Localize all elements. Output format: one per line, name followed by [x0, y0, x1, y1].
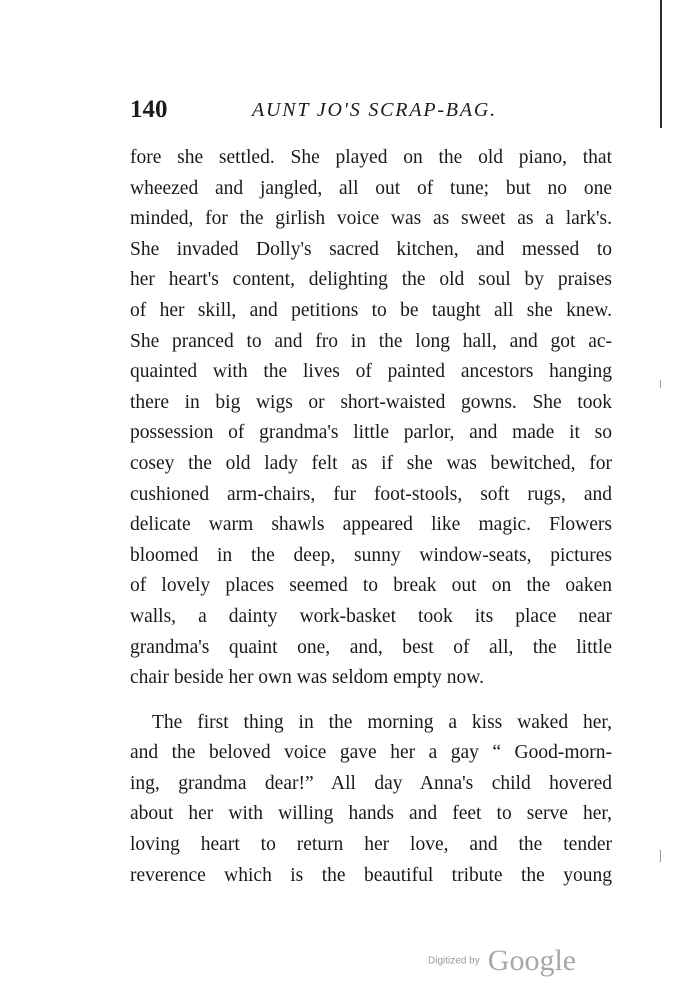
text-line: chair beside her own was seldom empty now. — [130, 667, 484, 689]
text-line: bloomed in the deep, sunny window-seats, pictures — [130, 544, 612, 566]
text-line: and the beloved voice gave her a gay “ Good-morn- — [130, 742, 612, 764]
page-number: 140 — [130, 96, 168, 123]
text-line: grandma's quaint one, and, best of all, the little — [130, 636, 612, 658]
text-line: cushioned arm-chairs, fur foot-stools, soft rugs, and — [130, 483, 612, 505]
text-line: wheezed and jangled, all out of tune; but no one — [130, 177, 612, 199]
digitized-watermark — [428, 944, 576, 984]
body-text — [130, 143, 612, 891]
page-header — [130, 92, 612, 128]
text-line: She invaded Dolly's sacred kitchen, and messed to — [130, 238, 612, 260]
page-edge-mark — [660, 850, 661, 862]
text-line: about her with willing hands and feet to serve her, — [130, 803, 612, 825]
text-line: her heart's content, delighting the old soul by praises — [130, 269, 612, 291]
text-line: of lovely places seemed to break out on the oaken — [130, 575, 612, 597]
text-line: minded, for the girlish voice was as sweet as a lark's. — [130, 208, 612, 230]
text-line: walls, a dainty work-basket took its place near — [130, 605, 612, 627]
paragraph-2 — [130, 708, 612, 892]
text-line: quainted with the lives of painted ancestors hanging — [130, 361, 612, 383]
google-logo: Google — [487, 944, 577, 977]
digitized-label: Digitized by — [428, 955, 480, 967]
text-line: reverence which is the beautiful tribute the young — [130, 864, 612, 886]
running-head: AUNT JO'S SCRAP-BAG. — [252, 99, 497, 121]
text-line: She pranced to and fro in the long hall, and got ac- — [130, 330, 612, 352]
text-line: there in big wigs or short-waisted gowns. She took — [130, 391, 612, 413]
paragraph-gap — [130, 694, 612, 708]
text-line: ing, grandma dear!” All day Anna's child hovered — [130, 772, 612, 794]
text-line: possession of grandma's little parlor, and made it so — [130, 422, 612, 444]
text-line: fore she settled. She played on the old piano, that — [130, 147, 612, 168]
page-edge-line — [660, 0, 662, 128]
paragraph-1 — [130, 143, 612, 694]
text-line: of her skill, and petitions to be taught all she knew. — [130, 299, 612, 321]
text-line: cosey the old lady felt as if she was bewitched, for — [130, 452, 612, 474]
text-line: delicate warm shawls appeared like magic. Flowers — [130, 514, 612, 536]
page-edge-mark — [660, 380, 661, 388]
text-line: loving heart to return her love, and the tender — [130, 834, 612, 856]
text-line: The first thing in the morning a kiss waked her, — [152, 711, 612, 733]
